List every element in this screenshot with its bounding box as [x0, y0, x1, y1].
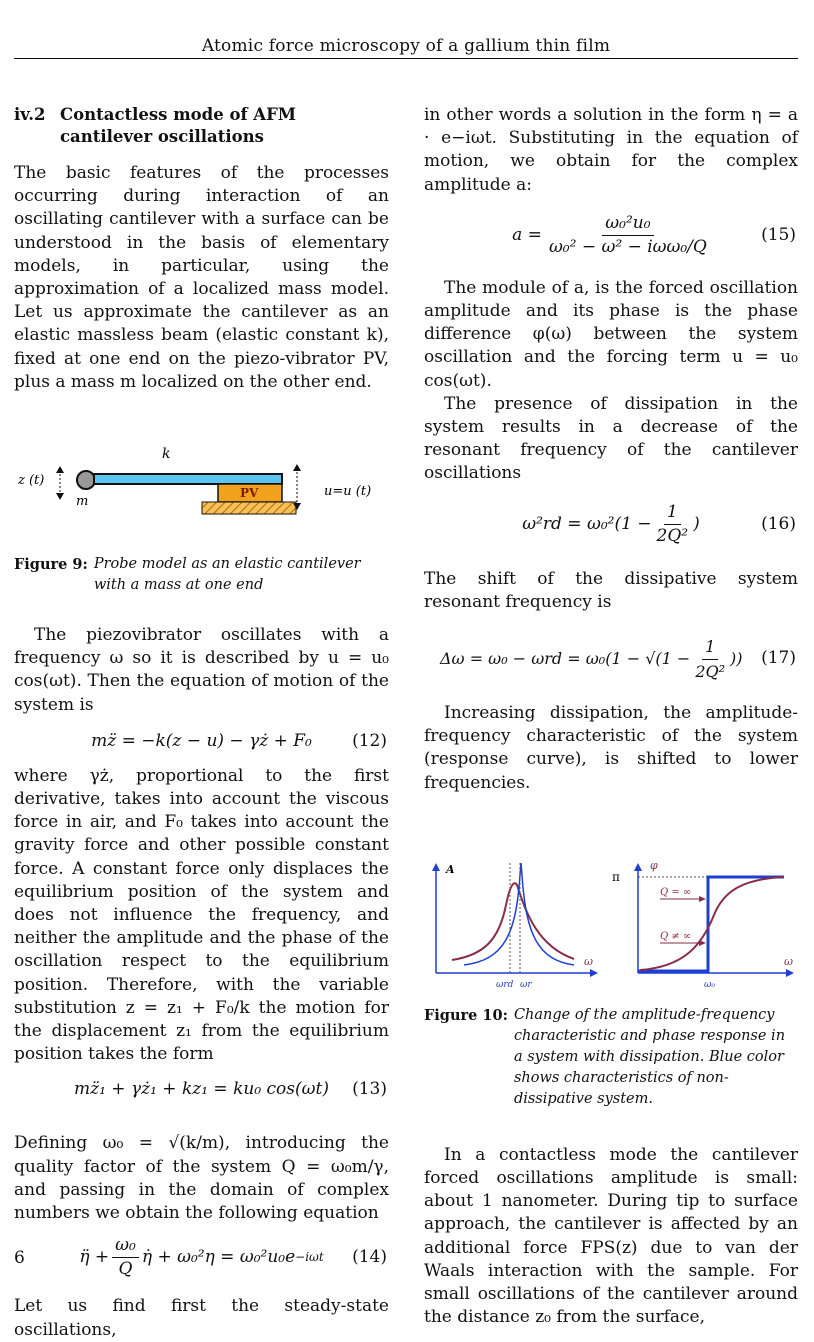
equation-14-part-b: η̇ + ω₀²η = ω₀²u₀e	[141, 1246, 296, 1267]
equation-17-denominator: 2Q²	[695, 661, 726, 681]
equation-16	[424, 500, 798, 550]
paragraph: where γż, proportional to the first derivative, takes into account the viscous force in air, and F₀ takes into account the gravity force and other possible constant force. A constant force only displaces the equilibrium position of the system and does not influence the frequency, and neither the amplitude and the phase of the oscillation respect to the equilibrium position. Therefore, with the variable substitution z = z₁ + F₀/k the motion for the displacement z₁ from the equilibrium position takes the form	[14, 765, 389, 1065]
paragraph: The presence of dissipation in the system results in a decrease of the resonant frequency of the cantilever oscillations	[424, 393, 798, 484]
mass-ball	[77, 471, 95, 489]
header-rule	[14, 58, 798, 59]
omega-axis-label: ω	[584, 954, 593, 968]
figure-9-diagram	[14, 424, 389, 544]
right-column	[424, 98, 798, 1329]
left-column	[14, 98, 389, 1342]
equation-14-part-a: η̈ +	[79, 1246, 110, 1267]
equation-14	[14, 1233, 389, 1281]
q-infinite-label: Q = ∞	[660, 886, 692, 898]
equation-17-lhs: Δω = ω₀ − ωrd = ω₀(1 − √(1 −	[440, 649, 691, 669]
equation-12-body: mz̈ = −k(z − u) − γż + F₀	[91, 731, 312, 752]
paragraph: The piezovibrator oscillates with a frequency ω so it is described by u = u₀ cos(ωt). Then the equation of motion of the system is	[14, 625, 389, 715]
equation-17-rhs: ))	[730, 649, 743, 669]
paragraph: The basic features of the processes occurring during interaction of an oscillating cantilever with a surface can be understood in the basis of elementary models, in particular, using the approximation of a localized mass model. Let us approximate the cantilever as an elastic massless beam (elastic constant k), fixed at one end on the piezo-vibrator PV, plus a mass m localized on the other end.	[14, 163, 389, 392]
running-header: Atomic force microscopy of a gallium thin film	[201, 36, 611, 56]
figure-9-caption	[14, 554, 389, 596]
equation-15-number: (15)	[761, 225, 796, 246]
equation-16-number: (16)	[761, 514, 796, 535]
u-label: u=u (t)	[324, 484, 372, 500]
equation-14-fraction	[112, 1234, 139, 1281]
equation-16-fraction	[654, 501, 692, 548]
pv-label: PV	[240, 486, 259, 501]
z-label: z (t)	[18, 473, 45, 489]
equation-14-exponent: −iωt	[295, 1249, 324, 1264]
paragraph: The shift of the dissipative system resonant frequency is	[424, 568, 798, 612]
equation-12-number: (12)	[352, 731, 387, 752]
equation-13-body: mz̈₁ + γż₁ + kz₁ = ku₀ cos(ωt)	[74, 1078, 329, 1099]
equation-15-denominator: ω₀² − ω² − iωω₀/Q	[548, 237, 707, 258]
equation-13-number: (13)	[352, 1078, 387, 1099]
paragraph: The module of a, is the forced oscillation amplitude and its phase is the phase difference φ(ω) between the system oscillation and the forcing term u = u₀ cos(ωt).	[424, 277, 798, 391]
page-number: 6	[14, 1248, 25, 1268]
paragraph: Defining ω₀ = √(k/m), introducing the quality factor of the system Q = ω₀m/γ, and passing in the domain of complex numbers we obtain the following equation	[14, 1133, 389, 1224]
equation-17	[424, 634, 798, 684]
omega-rd-label: ωrd	[496, 979, 514, 990]
equation-15-lhs: a =	[512, 225, 542, 246]
figure-10-caption	[424, 1005, 798, 1110]
mass-label: m	[76, 494, 89, 510]
equation-17-numerator: 1	[702, 635, 718, 659]
equation-16-lhs: ω²rd = ω₀²(1 −	[522, 514, 652, 535]
pi-label: π	[612, 869, 620, 884]
phi-axis-label: φ	[650, 858, 658, 872]
equation-12	[14, 729, 389, 755]
equation-16-rhs: )	[693, 514, 700, 535]
equation-15	[424, 207, 798, 265]
cantilever-beam	[94, 474, 282, 484]
paragraph: Increasing dissipation, the amplitude-frequency characteristic of the system (response curve), is shifted to lower frequencies.	[424, 703, 798, 793]
equation-14-numerator: ω₀	[112, 1234, 139, 1258]
figure-9-label: Figure 9:	[14, 556, 88, 574]
equation-17-number: (17)	[761, 648, 796, 669]
spring-constant-label: k	[162, 446, 171, 463]
base-hatch	[202, 502, 296, 514]
equation-14-denominator: Q	[118, 1258, 133, 1279]
omega-axis-label-phase: ω	[784, 954, 793, 968]
omega-0-label: ω₀	[704, 979, 715, 990]
equation-14-number: (14)	[352, 1246, 387, 1267]
equation-17-fraction	[692, 635, 728, 682]
paragraph: In a contactless mode the cantilever forced oscillations amplitude is small: about 1 nanometer. During tip to surface approach, the cantilever is affected by an additional force FPS(z) due to van der Waals interaction with the sample. For small oscillations of the cantilever around the distance z₀ from the surface,	[424, 1144, 798, 1328]
omega-r-label: ωr	[520, 979, 532, 990]
figure-9-caption-text: Probe model as an elastic cantilever with a mass at one end	[93, 556, 361, 594]
figure-10-diagram	[424, 855, 798, 995]
equation-16-numerator: 1	[664, 501, 681, 525]
amplitude-axis-label: A	[446, 862, 455, 876]
equation-15-numerator: ω₀²u₀	[602, 212, 653, 236]
paragraph: Let us find first the steady-state oscillations,	[14, 1296, 389, 1340]
section-heading	[14, 104, 389, 148]
section-title: Contactless mode of AFM cantilever oscillations	[60, 105, 297, 146]
equation-16-denominator: 2Q²	[656, 526, 689, 547]
figure-10-label: Figure 10:	[424, 1006, 508, 1024]
equation-13	[14, 1076, 389, 1102]
equation-15-fraction	[546, 212, 710, 259]
figure-10-caption-text: Change of the amplitude-frequency characteristic and phase response in a system with dissipation. Blue color shows characteristics of non-dissipative system.	[513, 1006, 786, 1107]
section-number: iv.2	[14, 105, 46, 124]
q-finite-label: Q ≠ ∞	[660, 930, 692, 942]
paragraph: in other words a solution in the form η = a · e−iωt. Substituting in the equation of motion, we obtain for the complex amplitude a:	[424, 105, 798, 195]
